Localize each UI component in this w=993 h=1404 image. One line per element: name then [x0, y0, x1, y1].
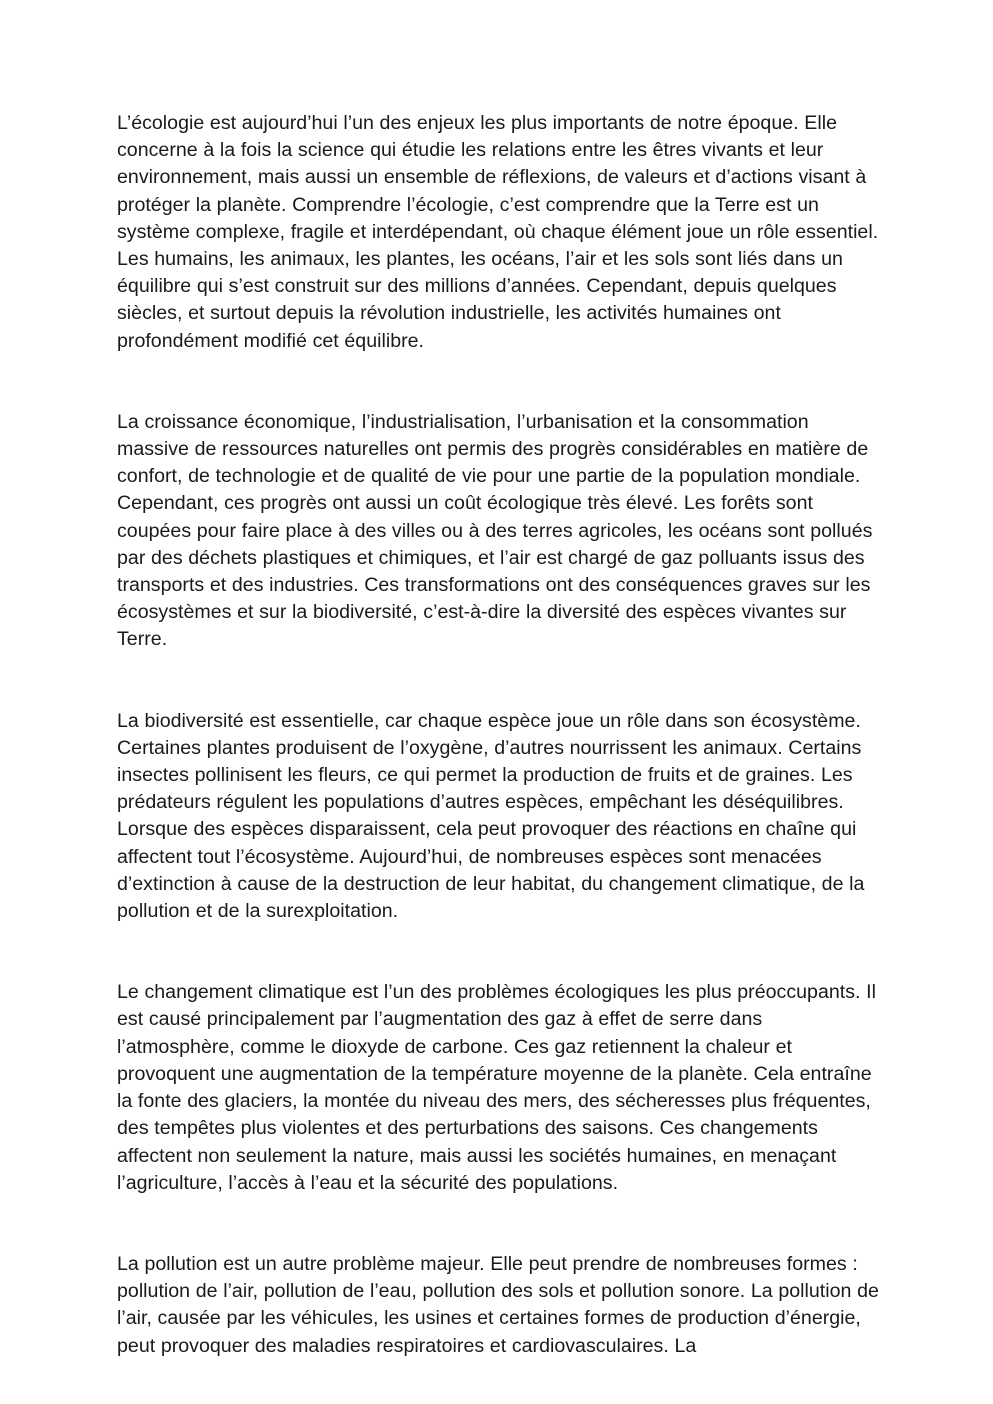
paragraph-4: Le changement climatique est l’un des problèmes écologiques les plus préoccupants. Il est causé principalement par l’augmentation des gaz à effet de serre dans l’atmosphère, comme le dioxyde de carbone. Ces gaz retiennent la chaleur et provoquent une augmentation de la température moyenne de la planète. Cela entraîne la fonte des glaciers, la montée du niveau des mers, des sécheresses plus fréquentes, des tempêtes plus violentes et des perturbations des saisons. Ces changements affectent non seulement la nature, mais aussi les sociétés humaines, en menaçant l’agriculture, l’accès à l’eau et la sécurité des populations. [117, 981, 876, 1194]
paragraph-3: La biodiversité est essentielle, car chaque espèce joue un rôle dans son écosystème. Certaines plantes produisent de l’oxygène, d’autres nourrissent les animaux. Certains insectes pollinisent les fleurs, ce qui permet la production de fruits et de graines. Les prédateurs régulent les populations d’autres espèces, empêchant les déséquilibres. Lorsque des espèces disparaissent, cela peut provoquer des réactions en chaîne qui affectent tout l’écosystème. Aujourd’hui, de nombreuses espèces sont menacées d’extinction à cause de la destruction de leur habitat, du changement climatique, de la pollution et de la surexploitation. [117, 709, 865, 923]
paragraph-2: La croissance économique, l’industrialisation, l’urbanisation et la consommation massive de ressources naturelles ont permis des progrès considérables en matière de confort, de technologie et de qualité de vie pour une partie de la population mondiale. Cependant, ces progrès ont aussi un coût écologique très élevé. Les forêts sont coupées pour faire place à des villes ou à des terres agricoles, les océans sont pollués par des déchets plastiques et chimiques, et l’air est chargé de gaz polluants issus des transports et des industries. Ces transformations ont des conséquences graves sur les écosystèmes et sur la biodiversité, c’est-à-dire la diversité des espèces vivantes sur Terre. [117, 410, 873, 651]
document-text-body [117, 110, 879, 1360]
paragraph-1: L’écologie est aujourd’hui l’un des enjeux les plus importants de notre époque. Elle concerne à la fois la science qui étudie les relations entre les êtres vivants et leur environnement, mais aussi un ensemble de réflexions, de valeurs et d’actions visant à protéger la planète. Comprendre l’écologie, c’est comprendre que la Terre est un système complexe, fragile et interdépendant, où chaque élément joue un rôle essentiel. Les humains, les animaux, les plantes, les océans, l’air et les sols sont liés dans un équilibre qui s’est construit sur des millions d’années. Cependant, depuis quelques siècles, et surtout depuis la révolution industrielle, les activités humaines ont profondément modifié cet équilibre. [117, 112, 879, 352]
paragraph-5: La pollution est un autre problème majeur. Elle peut prendre de nombreuses formes : pollution de l’air, pollution de l’eau, pollution des sols et pollution sonore. La pollution de l’air, causée par les véhicules, les usines et certaines formes de production d’énergie, peut provoquer des maladies respiratoires et cardiovasculaires. La [117, 1252, 879, 1357]
